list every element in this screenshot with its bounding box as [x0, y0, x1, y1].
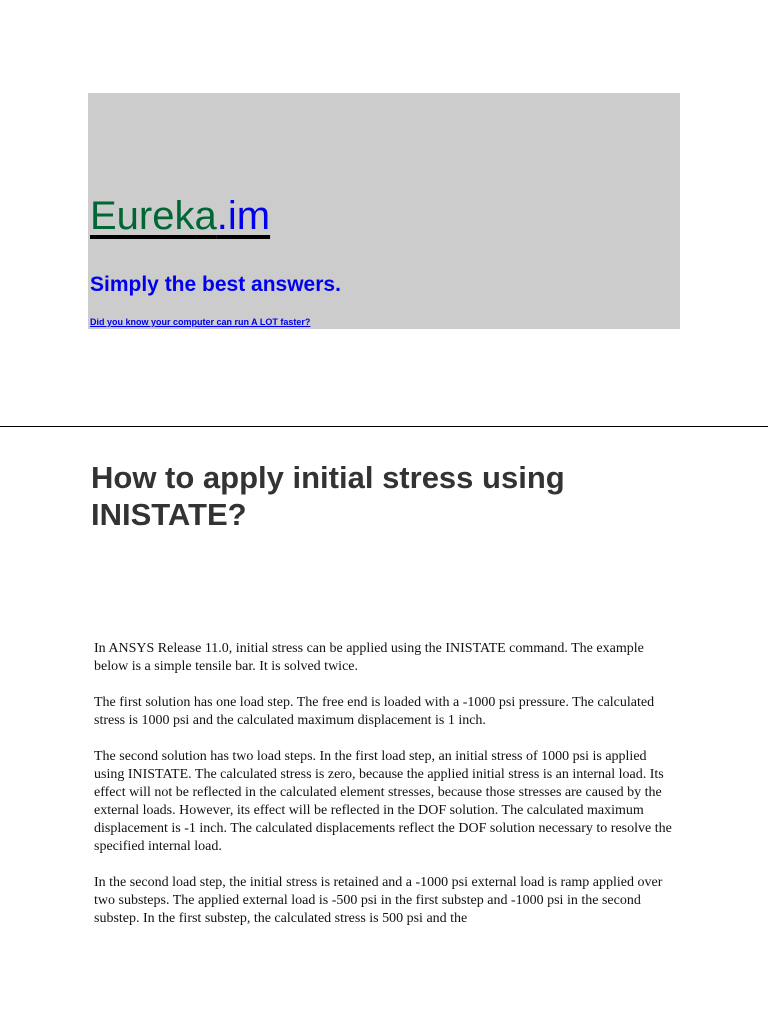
- article-title: How to apply initial stress using INISTATE?: [91, 460, 565, 532]
- article-body: [94, 640, 674, 946]
- horizontal-divider: [0, 426, 768, 427]
- site-tagline: Simply the best answers.: [90, 273, 341, 296]
- article-paragraph: In the second load step, the initial stress is retained and a -1000 psi external load is ramp applied over two substeps. The applied external load is -500 psi in the first substep and -1000 psi in the second substep. In the first substep, the calculated stress is 500 psi and the: [94, 875, 663, 926]
- article-paragraph: The second solution has two load steps. In the first load step, an initial stress of 1000 psi is applied using INISTATE. The calculated stress is zero, because the applied initial stress is an internal load. Its effect will not be reflected in the calculated element stresses, because those stresses are caused by the external loads. However, its effect will be reflected in the DOF solution. The calculated maximum displacement is -1 inch. The calculated displacements reflect the DOF solution necessary to resolve the specified internal load.: [94, 749, 672, 854]
- site-logo-link[interactable]: [90, 193, 270, 239]
- logo-brand-text: Eureka: [90, 194, 217, 238]
- logo-tld-text: .im: [216, 194, 271, 238]
- promo-link[interactable]: Did you know your computer can run A LOT faster?: [90, 317, 311, 327]
- site-header-banner: [88, 93, 680, 329]
- article-paragraph: The first solution has one load step. The free end is loaded with a -1000 psi pressure. The calculated stress is 1000 psi and the calculated maximum displacement is 1 inch.: [94, 695, 655, 728]
- article-paragraph: In ANSYS Release 11.0, initial stress can be applied using the INISTATE command. The example below is a simple tensile bar. It is solved twice.: [94, 641, 644, 674]
